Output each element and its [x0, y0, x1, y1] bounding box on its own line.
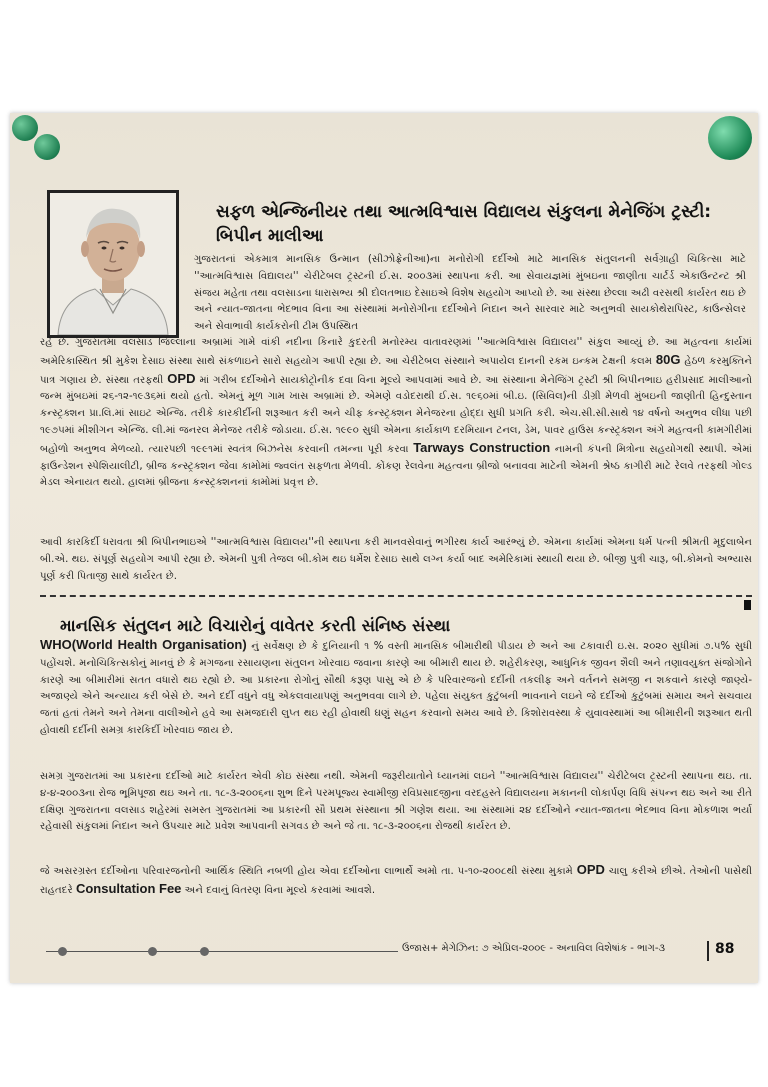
footer-dot [58, 947, 67, 956]
paragraph-text: જે અસરગ્રસ્ત દર્દીઓના પરિવારજનોની આર્થિક સ્થિતિ નબળી હોય એવા દર્દીઓના લાભાર્થે અમો તા. ૫-૧૦-૨૦૦૮થી સંસ્થા મુકામે [40, 866, 577, 877]
article-paragraph: સમગ્ર ગુજરાતમાં આ પ્રકારના દર્દીઓ માટે કાર્યરત એવી કોઇ સંસ્થા નથી. એમની જરૂરીયાતોને ધ્યાનમાં લઇને ''આત્મવિશ્વાસ વિદ્યાલય'' ચેરીટેબલ ટ્રસ્ટની સ્થાપના થઇ. તા. ૪-૪-૨૦૦૩ના રોજ ભૂમિપૂજા થઇ અને તા. ૧૮-૩-૨૦૦૬ના શુભ દિને પરમપૂજ્ય સ્વામીજી રવિપ્રસાદજીના વરદહસ્તે વિદ્યાલયના મકાનની લોકાર્પણ વિધિ સંપન્ન થઇ અને આ રીતે દક્ષિણ ગુજરાતના વલસાડ શહેરમાં સમસ્ત ગુજરાતમાં આ પ્રકારની સૌ પ્રથમ સંસ્થાના શ્રી ગણેશ થયા. આ સંસ્થામાં ૨૪ દર્દીઓને ન્યાત-જાતના ભેદભાવ વિના મોકળાશ ભર્યા રહેવાસી સંકુલમાં નિદાન અને ઉપચાર માટે પ્રવેશ આપવાની સગવડ છે અને જે તા. ૧૮-૩-૨૦૦૬ના રોજથી કાર્યરત છે. [40, 771, 752, 833]
push-pin-icon [34, 134, 60, 160]
push-pin-icon [12, 115, 38, 141]
push-pin-icon [708, 116, 752, 160]
paragraph-text: અને દવાનું વિતરણ વિના મૂલ્યે કરવામાં આવશે. [181, 884, 376, 896]
paragraph-text: રહે છે. ગુજરાતમાં વલસાડ જિલ્લાના અબ્રામાં ગામે વાંકી નદીના કિનારે કુદરતી મનોરમ્ય વાતાવરણમાં ''આત્મવિશ્વાસ વિદ્યાલય'' સંકુલ આવ્યું છે. આ મહત્વના કાર્યમાં અમેરિકાસ્થિત શ્રી મુકેશ દેસાઇ સંસ્થા સાથે સંકળાઇને સારો સહયોગ આપી રહ્યા છે. આ ચેરીટેબલ સંસ્થાને અપાયેલ દાનની રકમ ઇન્કમ ટેક્ષની કલમ [40, 337, 752, 367]
footer-dot [200, 947, 209, 956]
page-number: 88 [715, 941, 735, 957]
portrait-photo [47, 190, 179, 338]
who-term: WHO(World Health Organisation) [40, 637, 247, 652]
paragraph-text: માં ગરીબ દર્દીઓને સાયકોટ્રોનીક દવા વિના મૂલ્યે આપવામાં આવે છે. આ સંસ્થાના મેનેજિંગ ટ્રસ્ટી શ્રી બિપીનભાઇ હરીપ્રસાદ માલીઆનો જન્મ મુંબઇમાં ૨૬-૧૨-૧૯૩૬માં થયો હતો. એમનું મૂળ ગામ ખાસ અબ્રામાં છે. એમણે વડોદરાથી ઈ.સ. ૧૯૬૦માં બી.ઇ. (સિવિલ)ની ડીગ્રી મેળવી મુંબઇની જાણીતી હિન્દુસ્તાન કન્સ્ટ્રક્શન પ્રા.લિ.માં સાઇટ એન્જિ. તરીકે કારકીર્દીની શરૂઆત કરી અને ચીફ કન્સ્ટ્રક્શન મેનેજરના હોદ્દા સુધી પ્રગતિ કરી. એચ.સી.સી.સાથે ૧૪ વર્ષનો અનુભવ લીધા પછી ૧૯૭૫માં મીશીગન એન્જિ. લી.માં જનરલ મેનેજર તરીકે જોડાયા. ઈ.સ. ૧૯૯૦ સુધી એમના કાર્યકાળ દરમિયાન ટનલ, ડેમ, પાવર હાઉસ કન્સ્ટ્રક્શન અંગે મહત્વની કામગીરીમાં બહોળો અનુભવ મેળવ્યો. ત્યારપછી ૧૯૯૧માં સ્વતંત્ર બિઝનેસ કરવાની તમન્ના પૂરી કરવા [40, 374, 752, 455]
article-paragraph: ગુજરાતનાં એકમાત્ર માનસિક ઉન્માન (સીઝોફ્રેનીઆ)ના મનોરોગી દર્દીઓ માટે માનસિક સંતુલનની સર્વગ્રાહી ચિકિત્સા માટે ''આત્મવિશ્વાસ વિદ્યાલય'' ચેરીટેબલ ટ્રસ્ટની ઈ.સ. ૨૦૦૩માં સ્થાપના કરી. આ સેવાયજ્ઞમાં મુંબઇના જાણીતા ચાર્ટર્ડ એકાઉન્ટન્ટ શ્રી સંજય મહેતા તથા વલસાડના ધારાસભ્ય શ્રી દોલતભાઇ દેસાઇએ વિશેષ સહયોગ આપ્યો છે. આ સંસ્થા છેલ્લા અઢી વરસથી કાર્યરત થઇ છે અને ન્યાત-જાતના ભેદભાવ વિના આ સંસ્થામાં મનોરોગીના દર્દીઓને નિદાન અને સારવાર માટે અનુભવી સાયકોથેરાપિસ્ટ, કાઉન્સેલર અને સેવાભાવી કાર્યકરોની ટીમ ઉપસ્થિત [194, 254, 746, 333]
paragraph-text: નામની કંપની મિત્રોના સહયોગથી સ્થાપી. એમાં ફાઉન્ડેશન સ્પેશિયાલીટી, બ્રીજ કન્સ્ટ્રક્શન જેવા કામોમાં જ્વલંત સફળતા મેળવી. કોંકણ રેલવેના મહત્વના બ્રીજો બનાવવા માટેની એમની શ્રેષ્ઠ કાગીરી માટે રેલવે તરફથી ગોલ્ડ મેડલ એનાયત થયો. હાલમાં બ્રીજના કન્સ્ટ્રક્શનનાં કામોમાં પ્રવૃત્ત છે. [40, 443, 753, 489]
section-divider [40, 595, 752, 597]
article-paragraph: આવી કારકિર્દી ધરાવતા શ્રી બિપીનભાઇએ ''આત્મવિશ્વાસ વિદ્યાલય''ની સ્થાપના કરી માનવસેવાનું ભગીરથ કાર્ય આરંભ્યું છે. એમના કાર્યમાં એમના ધર્મ પત્ની શ્રીમતી મૃદુલાબેન બી.એ. થઇ. સંપૂર્ણ સહયોગ આપી રહ્યા છે. એમની પુત્રી તેજલ બી.કોમ થઇ ધર્મેશ દેસાઇ સાથે લગ્ન કર્યા બાદ અમેરિકામાં સ્થાયી થયા છે. બીજી પુત્રી ચારૂ, બી.કોમનો અભ્યાસ પૂર્ણ કરી પિતાજી સાથે કાર્યરત છે. [40, 537, 752, 582]
opd-term: OPD [167, 370, 196, 386]
article-paragraph [40, 637, 752, 740]
article-subtitle-name: બિપીન માલીઆ [216, 226, 324, 246]
footer-magazine-info: ઉજાસ+ મેગેઝિન: ૭ એપ્રિલ-૨૦૦૯ - અનાવિલ વિશેષાંક - ભાગ-૩ [402, 943, 666, 954]
footer-separator [707, 941, 709, 961]
section-heading: માનસિક સંતુલન માટે વિચારોનું વાવેતર કરતી સંનિષ્ઠ સંસ્થા [60, 616, 451, 635]
paragraph-text: નું સર્વેક્ષણ છે કે દુનિયાની ૧ % વસ્તી માનસિક બીમારીથી પીડાય છે અને આ ટકાવારી ઇ.સ. ૨૦૨૦ સુધીમાં ૭.૫% સુધી પહોંચશે. મનોચિકિત્સકોનું માનવું છે કે મગજના રસાયણના સંતુલન ખોરવાઇ જવાના કારણે આ બીમારી થાય છે. શહેરીકરણ, આધુનિક જીવન શૈલી અને તણાવયુક્ત સંજોગોને કારણે આ બીમારીમાં સતત વધારો થઇ રહ્યો છે. આ પ્રકારના રોગોનું સૌથી કરૂણ પાસુ એ છે કે પરિવારજનો દર્દીની તકલીફ અને વર્તનને સમજી ન શકવાને કારણે જાણ્યે-અજાણ્યે એને અન્યાય કરી બેસે છે. અને દર્દી વધુને વધુ એકલવાયાપણું અનુભવવા લાગે છે. પહેલા સંયુક્ત કુટુંબની ભાવનાને લઇને જે દર્દીઓ કુટુંબમાં સમાય અને સચવાય જતાં હતાં તેમને અને તેમના વાલીઓને હવે આ સમજદારી લુપ્ત થઇ રહી હોવાથી ઘણું સહન કરવાનો સમય આવે છે. કિશોરાવસ્થા કે યુવાવસ્થામાં આ બીમારીની શરૂઆત થતી હોવાથી દર્દીની સમગ્ર કારકિર્દી ખોરવાઇ જાય છે. [40, 641, 752, 736]
portrait-illustration [50, 193, 176, 335]
footer-dot [148, 947, 157, 956]
tax-section-code: 80G [655, 351, 681, 367]
opd-term: OPD [576, 862, 605, 877]
footer-rule [46, 951, 398, 952]
article-title: સફળ એન્જિનીયર તથા આત્મવિશ્વાસ વિદ્યાલય સંકુલના મેનેજિંગ ટ્રસ્ટી: [216, 202, 712, 222]
article-paragraph [40, 862, 752, 900]
paragraph-text: હેઠળ કરમુક્તિને પાત્ર ગણાય છે. સંસ્થા તરફથી [40, 355, 753, 386]
paragraph-text: ચાલુ કરીએ છીએ. તેઓની પાસેથી રાહતદરે [40, 866, 752, 896]
article-paragraph [40, 335, 752, 492]
company-name: Tarways Construction [413, 439, 551, 455]
consultation-fee-term: Consultation Fee [75, 880, 182, 896]
divider-end-mark [744, 600, 751, 610]
